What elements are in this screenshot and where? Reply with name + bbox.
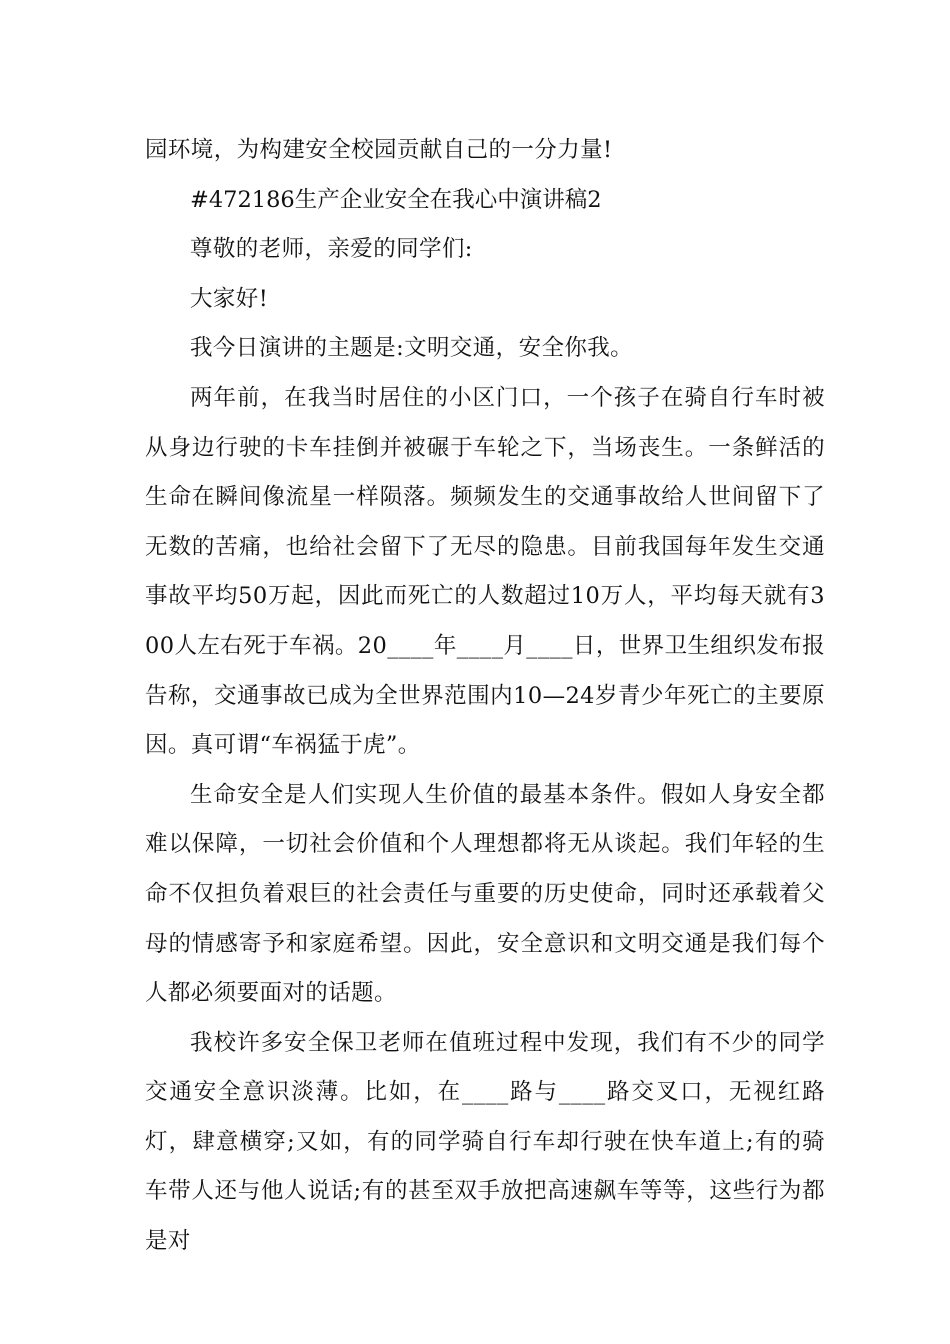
paragraph-life-safety: 生命安全是人们实现人生价值的最基本条件。假如人身安全都难以保障，一切社会价值和个人理想都将无从谈起。我们年轻的生命不仅担负着艰巨的社会责任与重要的历史使命，同时还承载着父母的情感寄予和家庭希望。因此，安全意识和文明交通是我们每个人都必须要面对的话题。 <box>145 781 825 1007</box>
paragraph-continuation: 园环境，为构建安全校园贡献自己的一分力量! <box>145 137 613 163</box>
greeting: 大家好! <box>190 285 269 312</box>
speech-title: #472186生产企业安全在我心中演讲稿2 <box>190 186 602 213</box>
document-body <box>145 126 825 1267</box>
salutation: 尊敬的老师，亲爱的同学们: <box>190 236 473 263</box>
speech-theme: 我今日演讲的主题是:文明交通，安全你我。 <box>190 335 634 362</box>
paragraph-accident-story: 两年前，在我当时居住的小区门口，一个孩子在骑自行车时被从身边行驶的卡车挂倒并被碾于车轮之下，当场丧生。一条鲜活的生命在瞬间像流星一样陨落。频频发生的交通事故给人世间留下了无数的苦痛，也给社会留下了无尽的隐患。目前我国每年发生交通事故平均50万起，因此而死亡的人数超过10万人，平均每天就有300人左右死于车祸。20____年____月____日，世界卫生组织发布报告称，交通事故已成为全世界范围内10—24岁青少年死亡的主要原因。真可谓“车祸猛于虎”。 <box>145 384 825 759</box>
paragraph-school-observations: 我校许多安全保卫老师在值班过程中发现，我们有不少的同学交通安全意识淡薄。比如，在____路与____路交叉口，无视红路灯，肆意横穿;又如，有的同学骑自行车却行驶在快车道上;有的骑车带人还与他人说话;有的甚至双手放把高速飙车等等，这些行为都是对 <box>145 1029 825 1255</box>
